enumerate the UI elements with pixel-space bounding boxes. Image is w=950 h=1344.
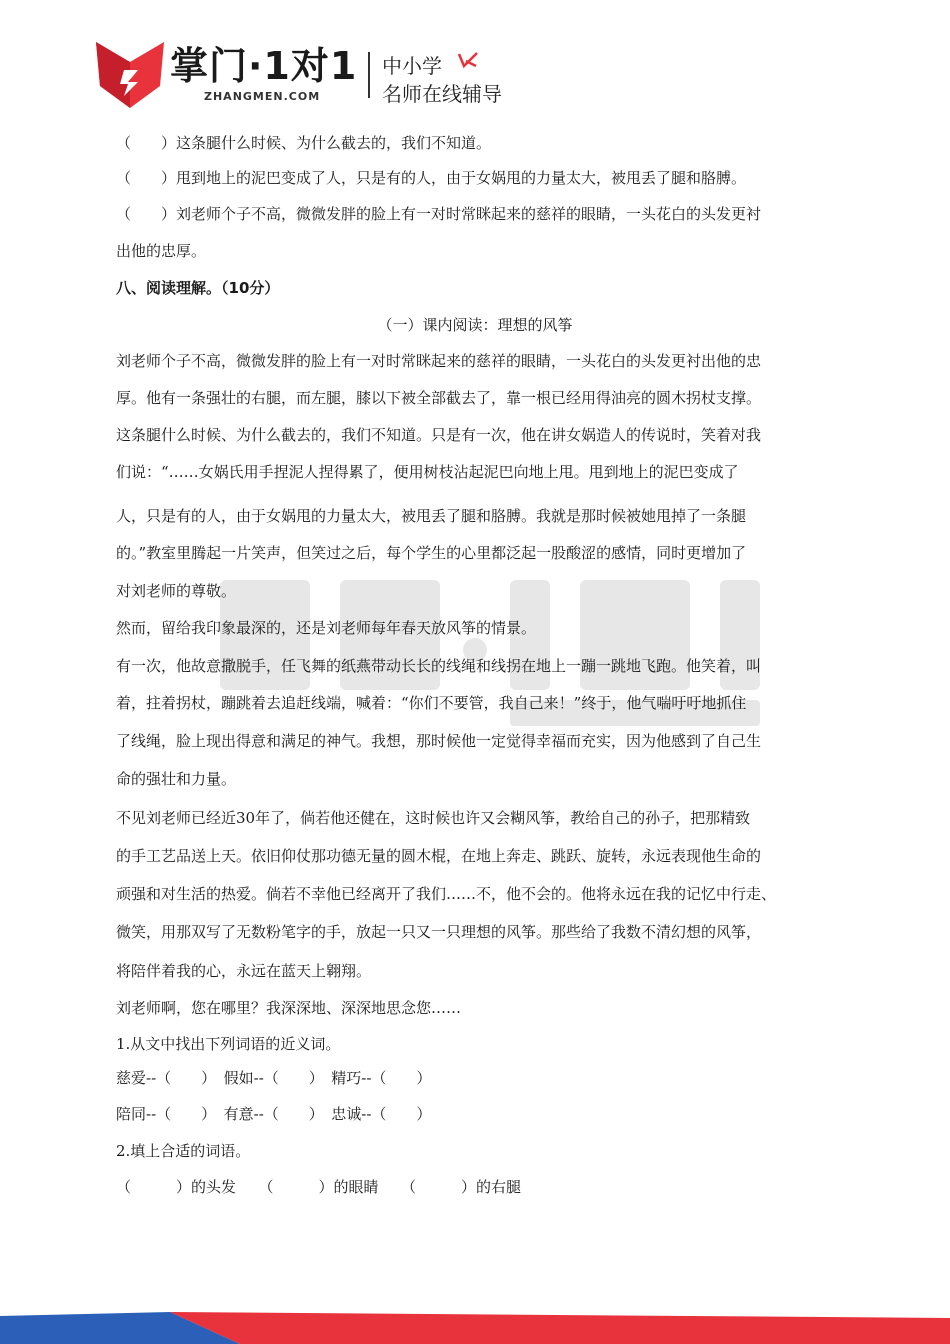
text-line: 顽强和对生活的热爱。倘若不幸他已经离开了我们……不，他不会的。他将永远在我的记忆中行走、 [116, 885, 777, 903]
text-line: 有一次，他故意撒脱手，任飞舞的纸燕带动长长的线绳和线拐在地上一蹦一跳地飞跑。他笑着，叫 [116, 657, 762, 675]
question-1-row-1: 慈爱--（ ） 假如--（ ） 精巧--（ ） [116, 1069, 432, 1087]
question-1: 1.从文中找出下列词语的近义词。 [116, 1035, 341, 1053]
text-line: 将陪伴着我的心，永远在蓝天上翱翔。 [116, 962, 372, 980]
text-line: 刘老师啊，您在哪里？我深深地、深深地思念您…… [116, 999, 462, 1017]
text-line: 的。”教室里腾起一片笑声，但笑过之后，每个学生的心里都泛起一股酸涩的感情，同时更增加了 [116, 544, 747, 562]
text-line: 刘老师个子不高，微微发胖的脸上有一对时常眯起来的慈祥的眼睛，一头花白的头发更衬出他的忠 [116, 352, 762, 370]
page-header [0, 0, 950, 120]
text-line: 不见刘老师已经近30年了，倘若他还健在，这时候也许又会糊风筝，教给自己的孙子，把那精致 [116, 809, 751, 827]
brand-logo-icon [94, 40, 166, 110]
text-line: 人，只是有的人，由于女娲甩的力量太大，被甩丢了腿和胳膊。我就是那时候被她甩掉了一条腿 [116, 507, 747, 525]
text-line: 命的强壮和力量。 [116, 770, 237, 788]
text-line: 了线绳，脸上现出得意和满足的神气。我想，那时候他一定觉得幸福而充实，因为他感到了自己生 [116, 732, 762, 750]
text-line: 对刘老师的尊敬。 [116, 582, 237, 600]
text-line: （ ）刘老师个子不高，微微发胖的脸上有一对时常眯起来的慈祥的眼睛，一头花白的头发更衬 [116, 205, 762, 223]
question-2-row: （ ）的头发 （ ）的眼睛 （ ）的右腿 [116, 1178, 522, 1196]
text-line: （ ）甩到地上的泥巴变成了人，只是有的人，由于女娲甩的力量太大，被甩丢了腿和胳膊。 [116, 169, 747, 187]
brand-url: ZHANGMEN.COM [204, 90, 321, 103]
text-line: 出他的忠厚。 [116, 242, 207, 260]
text-line: 厚。他有一条强壮的右腿，而左腿，膝以下被全部截去了，靠一根已经用得油亮的圆木拐杖支撑。 [116, 389, 762, 407]
check-mark-icon [456, 50, 480, 70]
text-line: 们说：“……女娲氏用手捏泥人捏得累了，便用树枝沾起泥巴向地上甩。甩到地上的泥巴变成了 [116, 463, 739, 481]
text-line: 然而，留给我印象最深的，还是刘老师每年春天放风筝的情景。 [116, 619, 537, 637]
text-line: 的手工艺品送上天。依旧仰仗那功德无量的圆木棍，在地上奔走、跳跃、旋转，永远表现他生命的 [116, 847, 762, 865]
watermark-logo [210, 560, 870, 740]
tagline-secondary: 名师在线辅导 [382, 82, 502, 106]
footer-stripe [0, 1304, 950, 1344]
passage-title: （一）课内阅读：理想的风筝 [377, 316, 573, 334]
text-line: 微笑，用那双写了无数粉笔字的手，放起一只又一只理想的风筝。那些给了我数不清幻想的风筝， [116, 923, 762, 941]
header-divider [368, 52, 370, 98]
brand-name: 掌门·1对1 [170, 44, 358, 88]
question-2: 2.填上合适的词语。 [116, 1142, 251, 1160]
question-1-row-2: 陪同--（ ） 有意--（ ） 忠诚--（ ） [116, 1105, 432, 1123]
tagline-primary: 中小学 [382, 54, 442, 78]
text-line: （ ）这条腿什么时候、为什么截去的，我们不知道。 [116, 134, 492, 152]
text-line: 着，拄着拐杖，蹦跳着去追赶线端，喊着：“你们不要管，我自己来！”终于，他气喘吁吁地抓住 [116, 694, 747, 712]
section-heading: 八、阅读理解。（10分） [116, 279, 280, 297]
text-line: 这条腿什么时候、为什么截去的，我们不知道。只是有一次，他在讲女娲造人的传说时，笑着对我 [116, 426, 762, 444]
